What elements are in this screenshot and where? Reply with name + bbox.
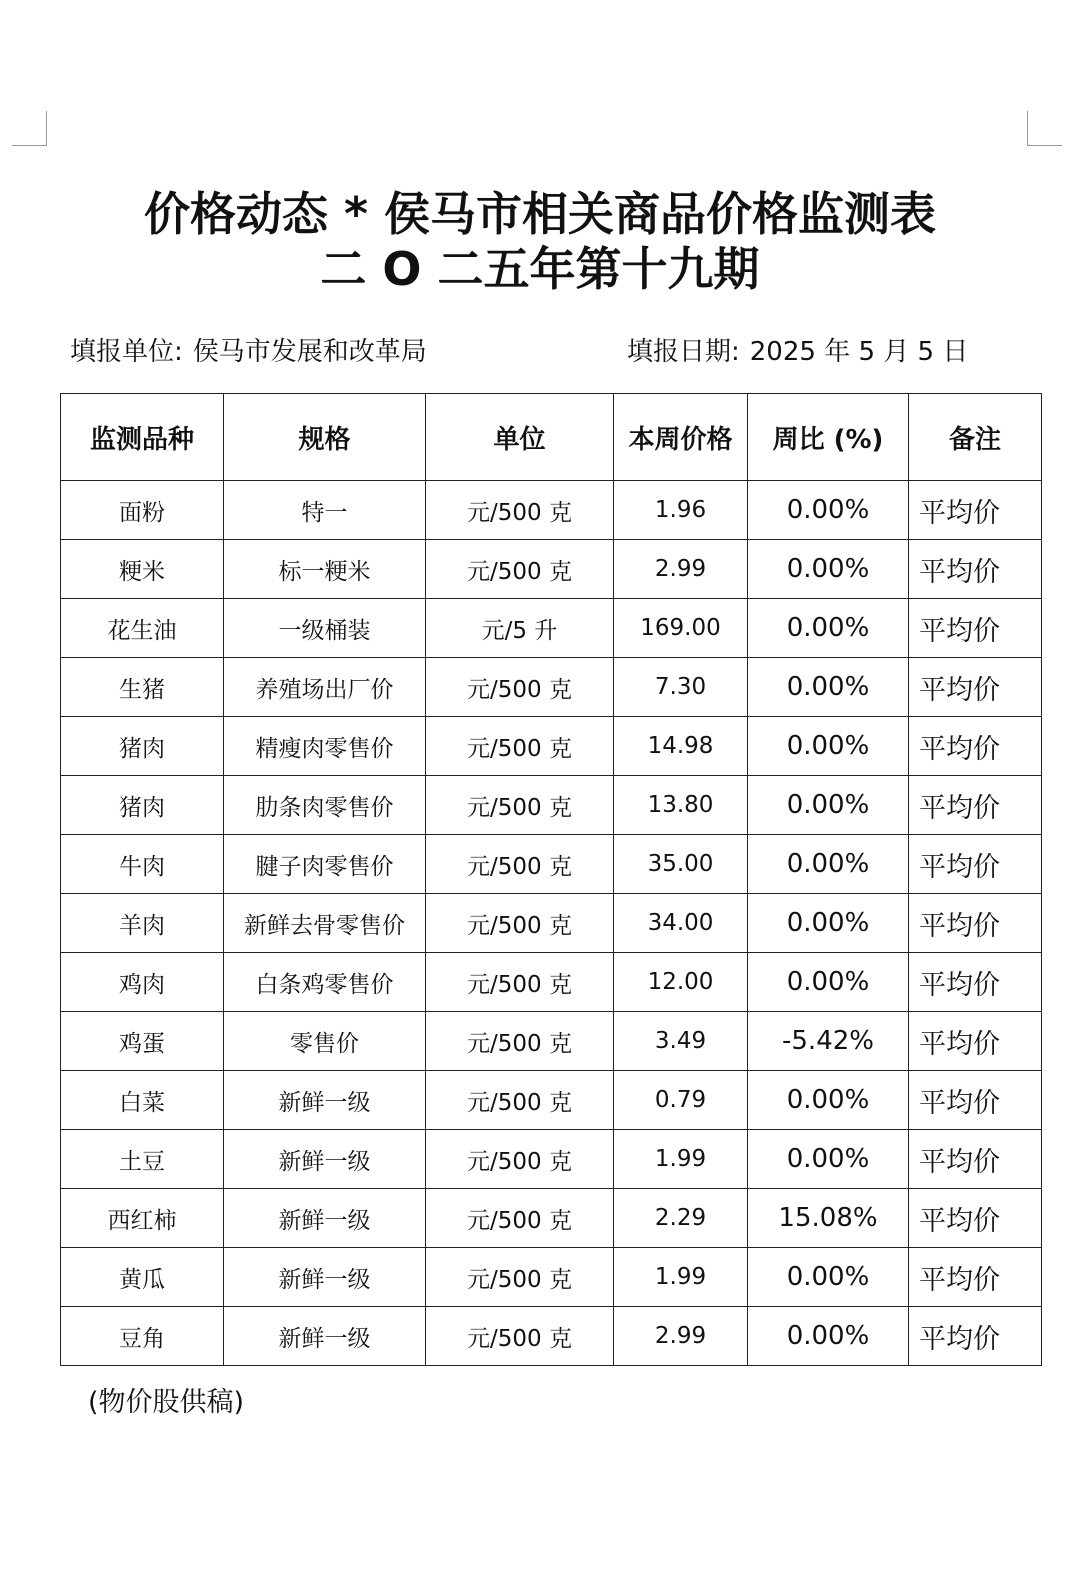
note-cell: 平均价 bbox=[909, 776, 1042, 835]
item-cell: 鸡肉 bbox=[61, 953, 224, 1012]
note-cell: 平均价 bbox=[909, 1071, 1042, 1130]
change-cell: -5.42% bbox=[748, 1012, 909, 1071]
table-row bbox=[61, 776, 1042, 835]
spec-cell: 新鲜去骨零售价 bbox=[224, 894, 426, 953]
spec-cell: 新鲜一级 bbox=[224, 1071, 426, 1130]
note-cell: 平均价 bbox=[909, 835, 1042, 894]
table-row bbox=[61, 481, 1042, 540]
price-cell: 1.99 bbox=[614, 1248, 748, 1307]
change-cell: 0.00% bbox=[748, 953, 909, 1012]
unit-cell: 元/500 克 bbox=[426, 717, 614, 776]
change-cell: 0.00% bbox=[748, 1248, 909, 1307]
unit-cell: 元/500 克 bbox=[426, 1130, 614, 1189]
header-item: 监测品种 bbox=[61, 394, 224, 481]
page-corner-mark-right bbox=[1027, 111, 1062, 146]
item-cell: 生猪 bbox=[61, 658, 224, 717]
price-cell: 12.00 bbox=[614, 953, 748, 1012]
header-spec: 规格 bbox=[224, 394, 426, 481]
unit-cell: 元/500 克 bbox=[426, 1071, 614, 1130]
header-price: 本周价格 bbox=[614, 394, 748, 481]
spec-cell: 零售价 bbox=[224, 1012, 426, 1071]
note-cell: 平均价 bbox=[909, 540, 1042, 599]
change-cell: 0.00% bbox=[748, 540, 909, 599]
price-cell: 2.99 bbox=[614, 540, 748, 599]
unit-cell: 元/500 克 bbox=[426, 776, 614, 835]
item-cell: 土豆 bbox=[61, 1130, 224, 1189]
spec-cell: 新鲜一级 bbox=[224, 1130, 426, 1189]
price-cell: 35.00 bbox=[614, 835, 748, 894]
change-cell: 0.00% bbox=[748, 776, 909, 835]
price-cell: 0.79 bbox=[614, 1071, 748, 1130]
table-row bbox=[61, 1130, 1042, 1189]
unit-cell: 元/500 克 bbox=[426, 481, 614, 540]
spec-cell: 精瘦肉零售价 bbox=[224, 717, 426, 776]
table-row bbox=[61, 1189, 1042, 1248]
note-cell: 平均价 bbox=[909, 481, 1042, 540]
change-cell: 0.00% bbox=[748, 658, 909, 717]
table-body bbox=[61, 481, 1042, 1366]
table-row bbox=[61, 658, 1042, 717]
price-cell: 3.49 bbox=[614, 1012, 748, 1071]
item-cell: 西红柿 bbox=[61, 1189, 224, 1248]
reporter-value: 侯马市发展和改革局 bbox=[192, 337, 427, 367]
note-cell: 平均价 bbox=[909, 599, 1042, 658]
item-cell: 粳米 bbox=[61, 540, 224, 599]
note-cell: 平均价 bbox=[909, 1012, 1042, 1071]
unit-cell: 元/500 克 bbox=[426, 658, 614, 717]
page-corner-mark-left bbox=[12, 111, 47, 146]
unit-cell: 元/500 克 bbox=[426, 835, 614, 894]
spec-cell: 新鲜一级 bbox=[224, 1248, 426, 1307]
spec-cell: 腱子肉零售价 bbox=[224, 835, 426, 894]
header-change: 周比 (%) bbox=[748, 394, 909, 481]
note-cell: 平均价 bbox=[909, 1130, 1042, 1189]
note-cell: 平均价 bbox=[909, 1307, 1042, 1366]
table-row bbox=[61, 717, 1042, 776]
note-cell: 平均价 bbox=[909, 953, 1042, 1012]
table-row bbox=[61, 1071, 1042, 1130]
spec-cell: 新鲜一级 bbox=[224, 1307, 426, 1366]
change-cell: 0.00% bbox=[748, 599, 909, 658]
table-row bbox=[61, 1307, 1042, 1366]
item-cell: 黄瓜 bbox=[61, 1248, 224, 1307]
note-cell: 平均价 bbox=[909, 894, 1042, 953]
note-cell: 平均价 bbox=[909, 717, 1042, 776]
document-title: 价格动态 * 侯马市相关商品价格监测表 bbox=[143, 187, 937, 241]
unit-cell: 元/500 克 bbox=[426, 1248, 614, 1307]
spec-cell: 一级桶装 bbox=[224, 599, 426, 658]
unit-cell: 元/500 克 bbox=[426, 894, 614, 953]
unit-cell: 元/500 克 bbox=[426, 953, 614, 1012]
unit-cell: 元/5 升 bbox=[426, 599, 614, 658]
issue-subtitle: 二 O 二五年第十九期 bbox=[320, 242, 760, 296]
unit-cell: 元/500 克 bbox=[426, 1307, 614, 1366]
unit-cell: 元/500 克 bbox=[426, 540, 614, 599]
item-cell: 白菜 bbox=[61, 1071, 224, 1130]
price-cell: 13.80 bbox=[614, 776, 748, 835]
price-cell: 1.99 bbox=[614, 1130, 748, 1189]
price-cell: 7.30 bbox=[614, 658, 748, 717]
spec-cell: 新鲜一级 bbox=[224, 1189, 426, 1248]
change-cell: 0.00% bbox=[748, 1071, 909, 1130]
spec-cell: 特一 bbox=[224, 481, 426, 540]
date-value: 2025 年 5 月 5 日 bbox=[749, 337, 969, 367]
date-label: 填报日期: bbox=[627, 337, 740, 367]
header-unit: 单位 bbox=[426, 394, 614, 481]
note-cell: 平均价 bbox=[909, 658, 1042, 717]
change-cell: 0.00% bbox=[748, 835, 909, 894]
price-monitoring-table bbox=[60, 393, 1042, 1366]
table-row bbox=[61, 540, 1042, 599]
price-cell: 34.00 bbox=[614, 894, 748, 953]
note-cell: 平均价 bbox=[909, 1189, 1042, 1248]
table-row bbox=[61, 1012, 1042, 1071]
price-cell: 14.98 bbox=[614, 717, 748, 776]
item-cell: 羊肉 bbox=[61, 894, 224, 953]
item-cell: 猪肉 bbox=[61, 776, 224, 835]
date-line bbox=[627, 334, 968, 370]
note-cell: 平均价 bbox=[909, 1248, 1042, 1307]
unit-cell: 元/500 克 bbox=[426, 1189, 614, 1248]
change-cell: 0.00% bbox=[748, 481, 909, 540]
header-note: 备注 bbox=[909, 394, 1042, 481]
price-cell: 1.96 bbox=[614, 481, 748, 540]
table-row bbox=[61, 953, 1042, 1012]
item-cell: 牛肉 bbox=[61, 835, 224, 894]
change-cell: 0.00% bbox=[748, 1130, 909, 1189]
item-cell: 鸡蛋 bbox=[61, 1012, 224, 1071]
spec-cell: 白条鸡零售价 bbox=[224, 953, 426, 1012]
price-cell: 2.99 bbox=[614, 1307, 748, 1366]
reporter-line bbox=[70, 334, 427, 370]
change-cell: 15.08% bbox=[748, 1189, 909, 1248]
item-cell: 豆角 bbox=[61, 1307, 224, 1366]
unit-cell: 元/500 克 bbox=[426, 1012, 614, 1071]
spec-cell: 标一粳米 bbox=[224, 540, 426, 599]
change-cell: 0.00% bbox=[748, 894, 909, 953]
table-row bbox=[61, 1248, 1042, 1307]
table-row bbox=[61, 894, 1042, 953]
item-cell: 花生油 bbox=[61, 599, 224, 658]
source-note: (物价股供稿) bbox=[88, 1387, 245, 1418]
item-cell: 猪肉 bbox=[61, 717, 224, 776]
price-cell: 2.29 bbox=[614, 1189, 748, 1248]
price-cell: 169.00 bbox=[614, 599, 748, 658]
spec-cell: 养殖场出厂价 bbox=[224, 658, 426, 717]
table-row bbox=[61, 835, 1042, 894]
reporter-label: 填报单位: bbox=[70, 337, 183, 367]
change-cell: 0.00% bbox=[748, 717, 909, 776]
change-cell: 0.00% bbox=[748, 1307, 909, 1366]
spec-cell: 肋条肉零售价 bbox=[224, 776, 426, 835]
item-cell: 面粉 bbox=[61, 481, 224, 540]
table-header-row bbox=[61, 394, 1042, 481]
table-row bbox=[61, 599, 1042, 658]
